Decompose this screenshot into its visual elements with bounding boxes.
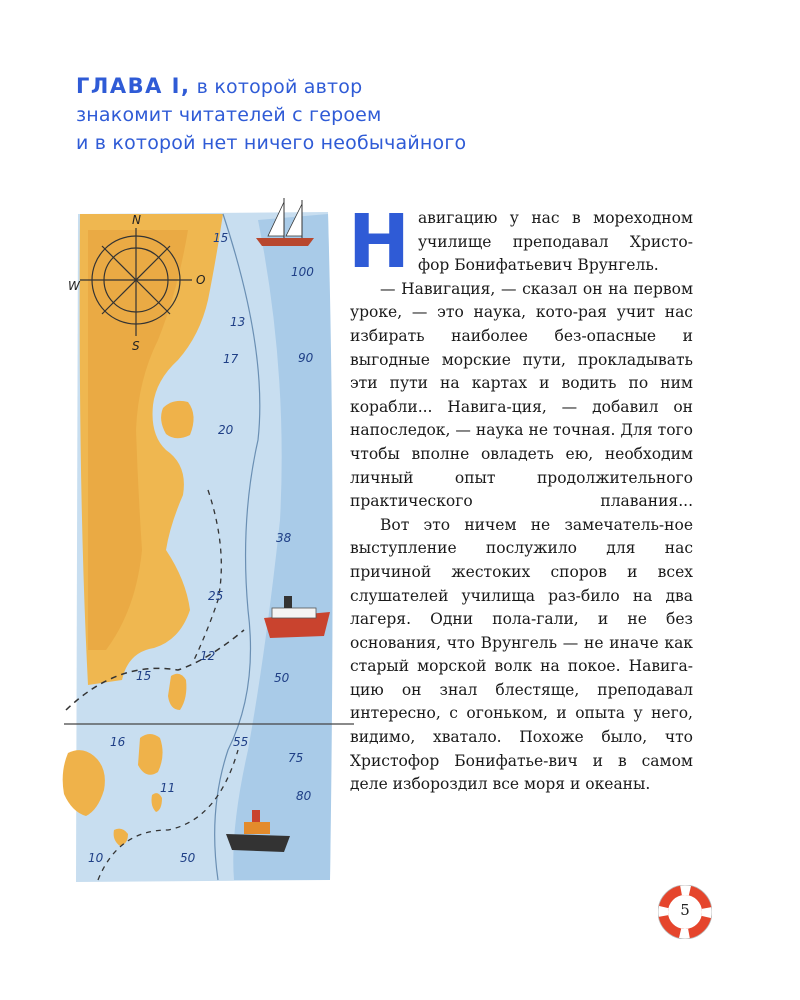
chapter-number: ГЛАВА I, — [76, 74, 191, 98]
depth-label: 100 — [291, 265, 314, 279]
heading-line-2: знакомит читателей с героем — [76, 104, 382, 126]
third-line: фор Бонифатьевич Врунгель. — [417, 256, 659, 275]
heading-line-1 — [76, 72, 676, 101]
depth-label: 90 — [298, 351, 314, 365]
page-number: 5 — [680, 901, 690, 919]
compass-o: O — [196, 273, 206, 287]
heading-text-1: в которой автор — [190, 76, 363, 98]
depth-label: 20 — [218, 423, 234, 437]
chapter-heading — [76, 72, 676, 157]
depth-label: 15 — [136, 669, 152, 683]
depth-label: 12 — [200, 649, 216, 663]
depth-label: 13 — [230, 315, 246, 329]
compass-w: W — [68, 279, 80, 293]
depth-label: 50 — [274, 671, 290, 685]
depth-label: 38 — [276, 531, 292, 545]
paragraph: — Навигация, — сказал он на первом уроке, — это наука, кото-рая учит нас избирать наиболее без-опасные и выгодные морские пути, прокладывать эти пути на картах и водить по ним корабли... Навига-ция, — добавил он напоследок, — наука не точная. Для того чтобы вполне овладеть ею, необходим личный опыт продолжительного практического плавания... — [350, 279, 693, 511]
depth-label: 55 — [233, 735, 249, 749]
depth-label: 10 — [88, 851, 104, 865]
compass-s: S — [132, 339, 140, 353]
page-number-lifebuoy — [658, 885, 712, 939]
depth-label: 75 — [288, 751, 304, 765]
depth-label: 15 — [213, 231, 229, 245]
island-1 — [161, 401, 193, 438]
depth-label: 50 — [180, 851, 196, 865]
depth-label: 25 — [208, 589, 224, 603]
heading-line-3: и в которой нет ничего необычайного — [76, 132, 467, 154]
chapter-text — [348, 199, 693, 797]
island-3 — [138, 734, 163, 775]
depth-label: 16 — [110, 735, 126, 749]
sea-chart-illustration — [58, 190, 354, 890]
first-line: авигацию у нас в мореходном — [417, 209, 693, 227]
depth-label: 80 — [296, 789, 312, 803]
second-line: училище преподавал Христо- — [417, 232, 693, 251]
depth-label: 11 — [160, 781, 176, 795]
drop-cap: Н — [348, 199, 410, 285]
paragraph: Вот это ничем не замечатель-ное выступление послужило для нас причиной жестоких споров и всех слушателей училища раз-било на два лагеря. Одни пола-гали, и не без основания, что Врунгель — не иначе как старый морской волк на покое. Навига-цию он знал блестяще, преподавал интересно, с огоньком, и опыта у него, видимо, хватало. Похоже было, что Христофор Бонифатье-вич и в самом деле избороздил все моря и океаны. — [350, 515, 693, 794]
compass-n: N — [132, 213, 141, 227]
depth-label: 17 — [223, 352, 239, 366]
